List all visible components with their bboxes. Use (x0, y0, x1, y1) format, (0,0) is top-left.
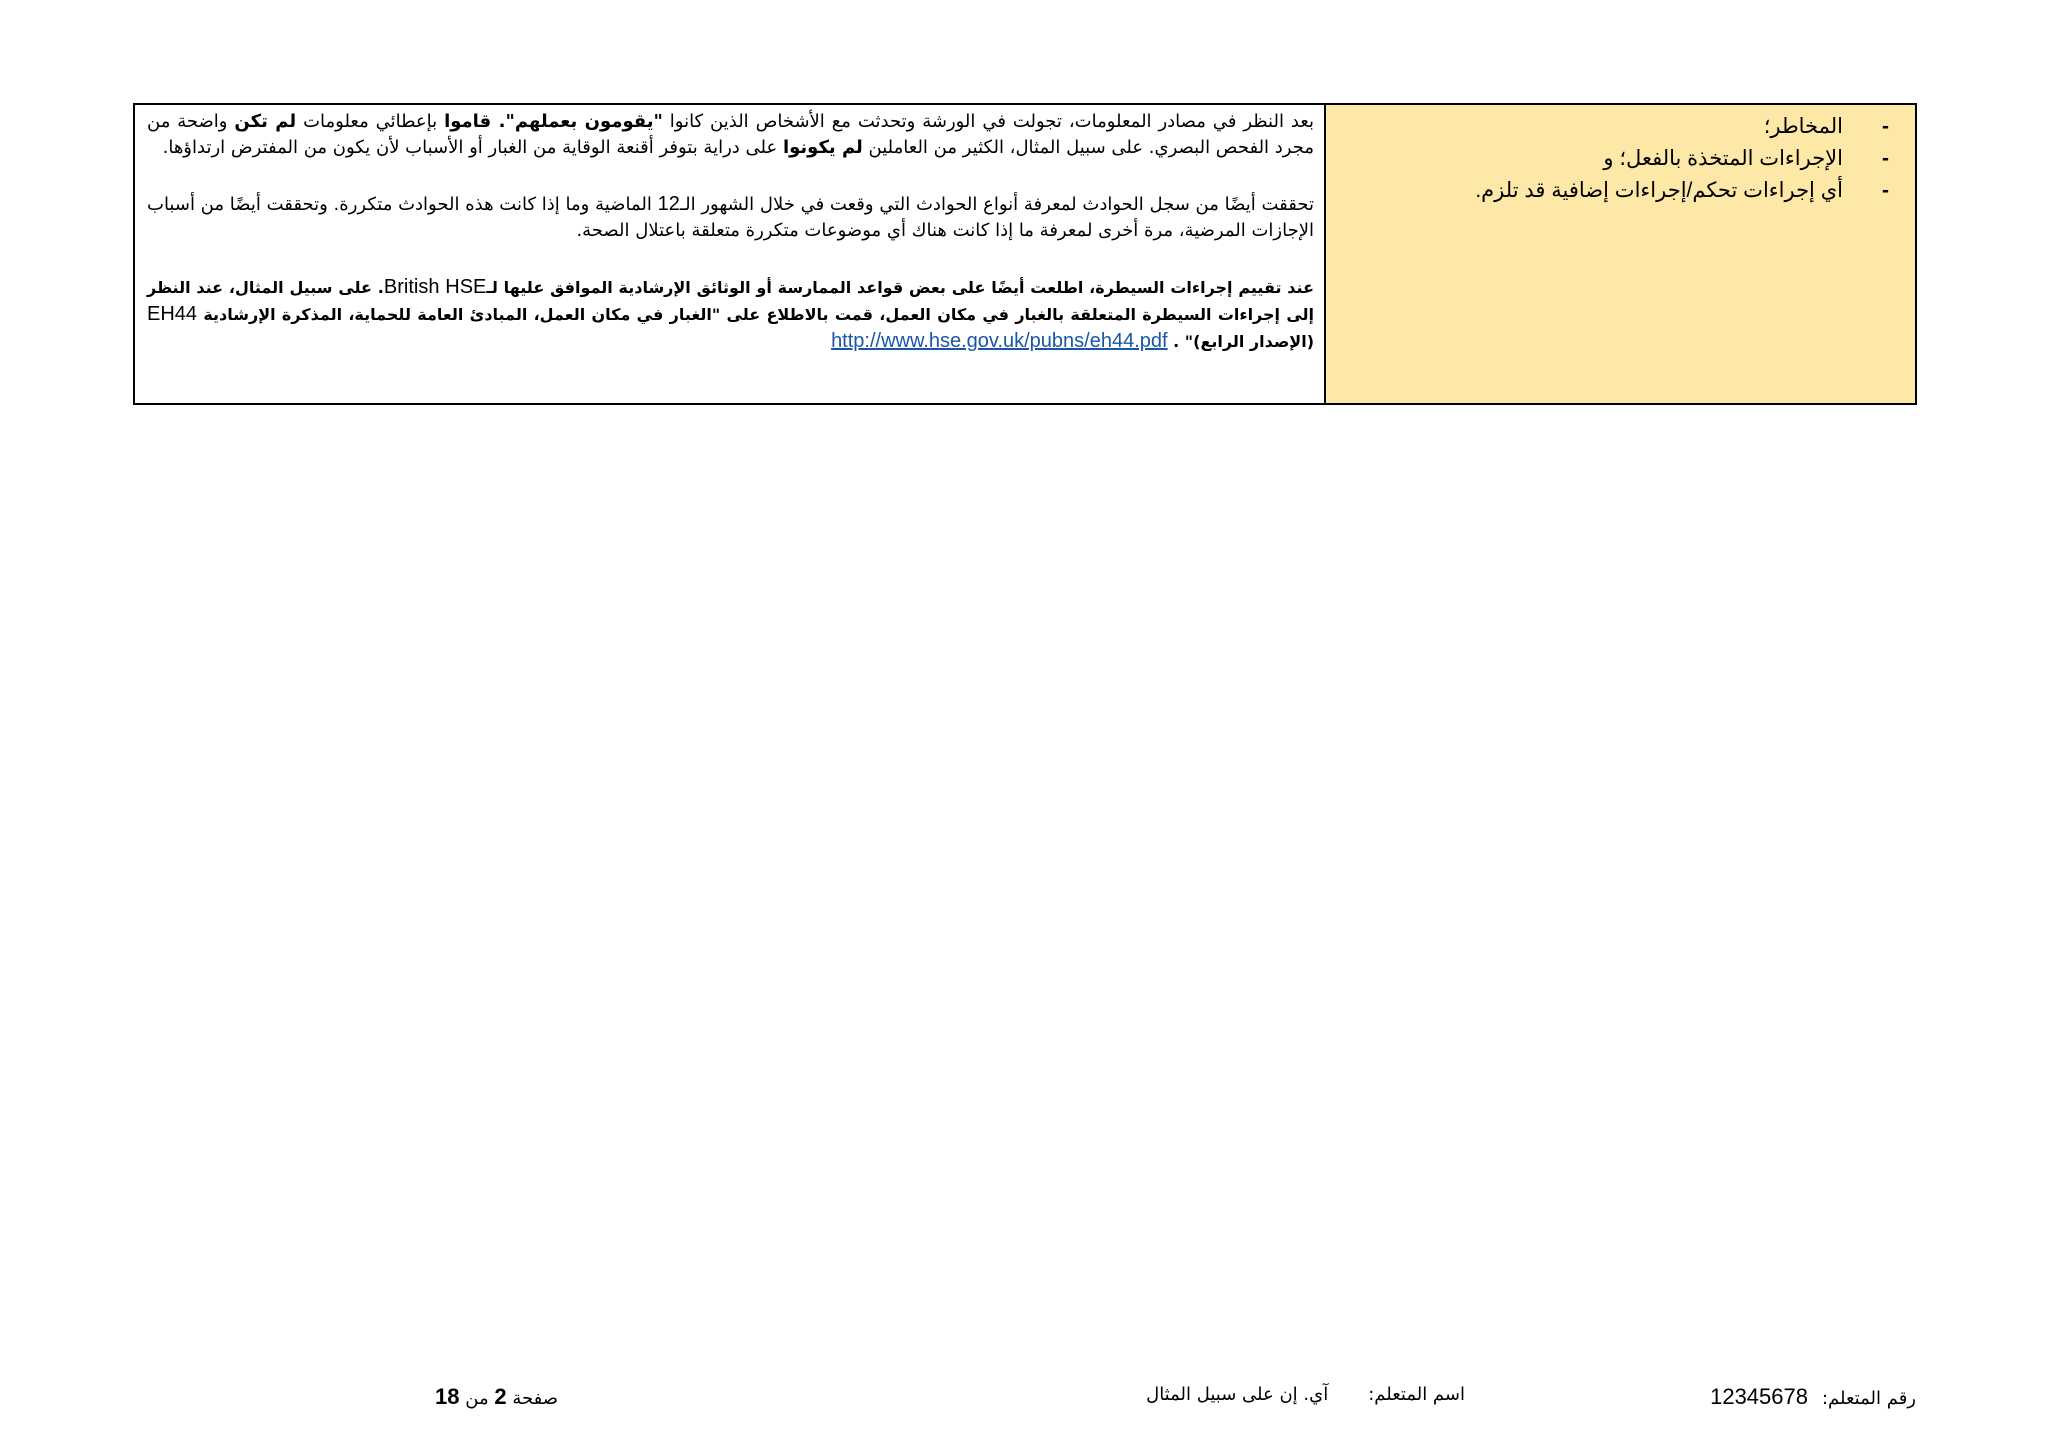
learner-number-value: 12345678 (1710, 1384, 1808, 1409)
learner-number-field (1710, 1384, 1916, 1410)
text-run: على دراية بتوفر أقنعة الوقاية من الغبار أو الأسباب لأن يكون من المفترض ارتداؤها. (162, 137, 783, 158)
text-run: عند تقييم إجراءات السيطرة، اطلعت أيضًا على بعض قواعد الممارسة أو الوثائق الإرشادية الموافق عليها لـ (486, 278, 1315, 297)
list-item-text: المخاطر؛ (1763, 115, 1843, 138)
learner-name-value: آي. إن على سبيل المثال (1146, 1384, 1329, 1405)
list-item (1326, 143, 1889, 175)
text-run: بإعطائي معلومات (296, 111, 445, 132)
list-item (1326, 111, 1889, 143)
bullet-dash: - (1882, 115, 1889, 138)
list-item-text: الإجراءات المتخذة بالفعل؛ و (1603, 147, 1843, 170)
text-run-bold: "يقومون بعملهم". قاموا (444, 111, 663, 132)
learner-name-field (1146, 1384, 1465, 1405)
page-number (435, 1384, 558, 1410)
paragraph-spacer (147, 161, 1314, 191)
paragraph-records (147, 191, 1314, 244)
topics-list (1326, 111, 1889, 207)
guidance-link[interactable]: http://www.hse.gov.uk/pubns/eh44.pdf (831, 330, 1168, 352)
list-item (1326, 175, 1889, 207)
bullet-dash: - (1882, 147, 1889, 170)
table-cell-topics (1324, 105, 1915, 403)
bullet-dash: - (1882, 179, 1889, 202)
text-run-latin: EH44 (147, 303, 198, 325)
learner-number-label: رقم المتعلم: (1821, 1388, 1916, 1409)
paragraph-guidance (147, 274, 1314, 355)
content-table (133, 103, 1917, 405)
table-cell-description (135, 105, 1324, 403)
page-word: صفحة (512, 1388, 558, 1409)
text-run: . على سبيل المثال، عند النظر إلى إجراءات السيطرة المتعلقة بالغبار في مكان العمل، قمت بالاطلاع على "الغبار في مكان العمل، المبادئ العامة للحماية، المذكرة الإرشادية (147, 278, 1314, 324)
text-run-bold: لم يكونوا (782, 137, 863, 158)
text-run: تحققت أيضًا من سجل الحوادث لمعرفة أنواع الحوادث التي وقعت في خلال الشهور الـ (679, 194, 1314, 215)
page-current: 2 (494, 1384, 507, 1409)
list-item-text: أي إجراءات تحكم/إجراءات إضافية قد تلزم. (1475, 179, 1843, 202)
text-run-bold: لم تكن (234, 111, 297, 132)
text-run: الماضية وما إذا كانت هذه الحوادث متكررة. وتحققت أيضًا من أسباب الإجازات المرضية، مرة أخرى لمعرفة ما إذا كانت هناك أي موضوعات متكررة متعلقة باعتلال الصحة. (147, 194, 1314, 241)
text-run: واضحة من مجرد الفحص البصري. على سبيل المثال، الكثير من العاملين (147, 111, 1314, 158)
text-run-number: 12 (657, 193, 680, 215)
text-run: (الإصدار الرابع)" . (1173, 332, 1314, 351)
learner-name-label: اسم المتعلم: (1368, 1384, 1465, 1405)
text-run-latin: British HSE (383, 276, 487, 298)
text-run: بعد النظر في مصادر المعلومات، تجولت في الورشة وتحدثت مع الأشخاص الذين كانوا (662, 111, 1314, 132)
paragraph-spacer (147, 244, 1314, 274)
page-total: 18 (435, 1384, 460, 1409)
page-of: من (465, 1388, 489, 1409)
paragraph-observations (147, 109, 1314, 161)
